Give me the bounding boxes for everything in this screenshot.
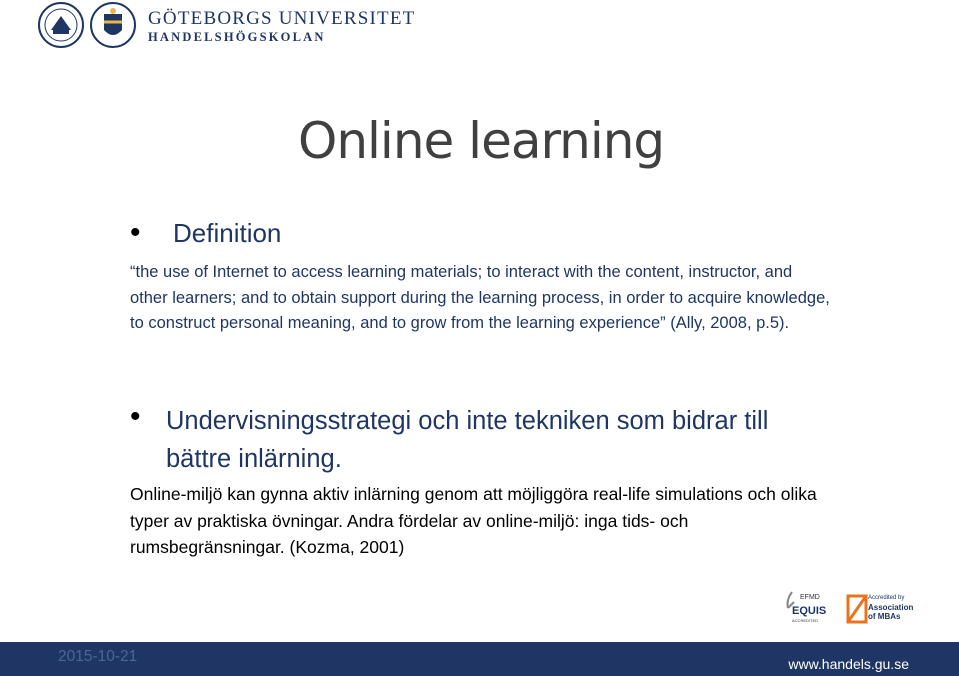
footer-url: www.handels.gu.se (788, 656, 909, 672)
university-name: GÖTEBORGS UNIVERSITET (148, 8, 416, 29)
bullet-dot: • (130, 216, 141, 249)
amba-text: Accredited by Association of MBAs (868, 595, 914, 621)
strategy-text: Online-miljö kan gynna aktiv inlärning genom att möjliggöra real-life simulations och olika typer av praktiska övningar. Andra fördelar av online-miljö: inga tids- och rumsbegränsningar. (Kozma, 2001) (130, 484, 817, 557)
footer-date: 2015-10-21 (58, 648, 138, 665)
equis-logo-icon (778, 588, 838, 628)
equis-label: EQUIS (792, 605, 827, 617)
amba-mark-icon (846, 594, 868, 624)
efmd-label: EFMD (800, 594, 820, 601)
accreditation-logos (778, 588, 928, 628)
definition-text: “the use of Internet to access learning materials; to interact with the content, instructor, and other learners; and to obtain support during the learning process, in order to acquire knowledge, to construct personal meaning, and to grow from the learning experience” (Ally, 2008, p.5). (130, 263, 830, 333)
amba-logo (846, 594, 926, 626)
bullet-heading-definition: Definition (173, 218, 282, 248)
bullet-heading-strategy: Undervisningsstrategi och inte tekniken som bidrar till bättre inlärning. (166, 407, 769, 473)
school-crest-icon (90, 2, 136, 48)
equis-sub-label: ACCREDITED (792, 618, 819, 623)
school-name: HANDELSHÖGSKOLAN (148, 30, 326, 44)
footer-bar (0, 642, 959, 676)
bullet-dot: • (130, 400, 141, 433)
slide-title: Online learning (298, 112, 665, 170)
university-header (38, 2, 438, 52)
university-seal-icon (38, 2, 84, 48)
